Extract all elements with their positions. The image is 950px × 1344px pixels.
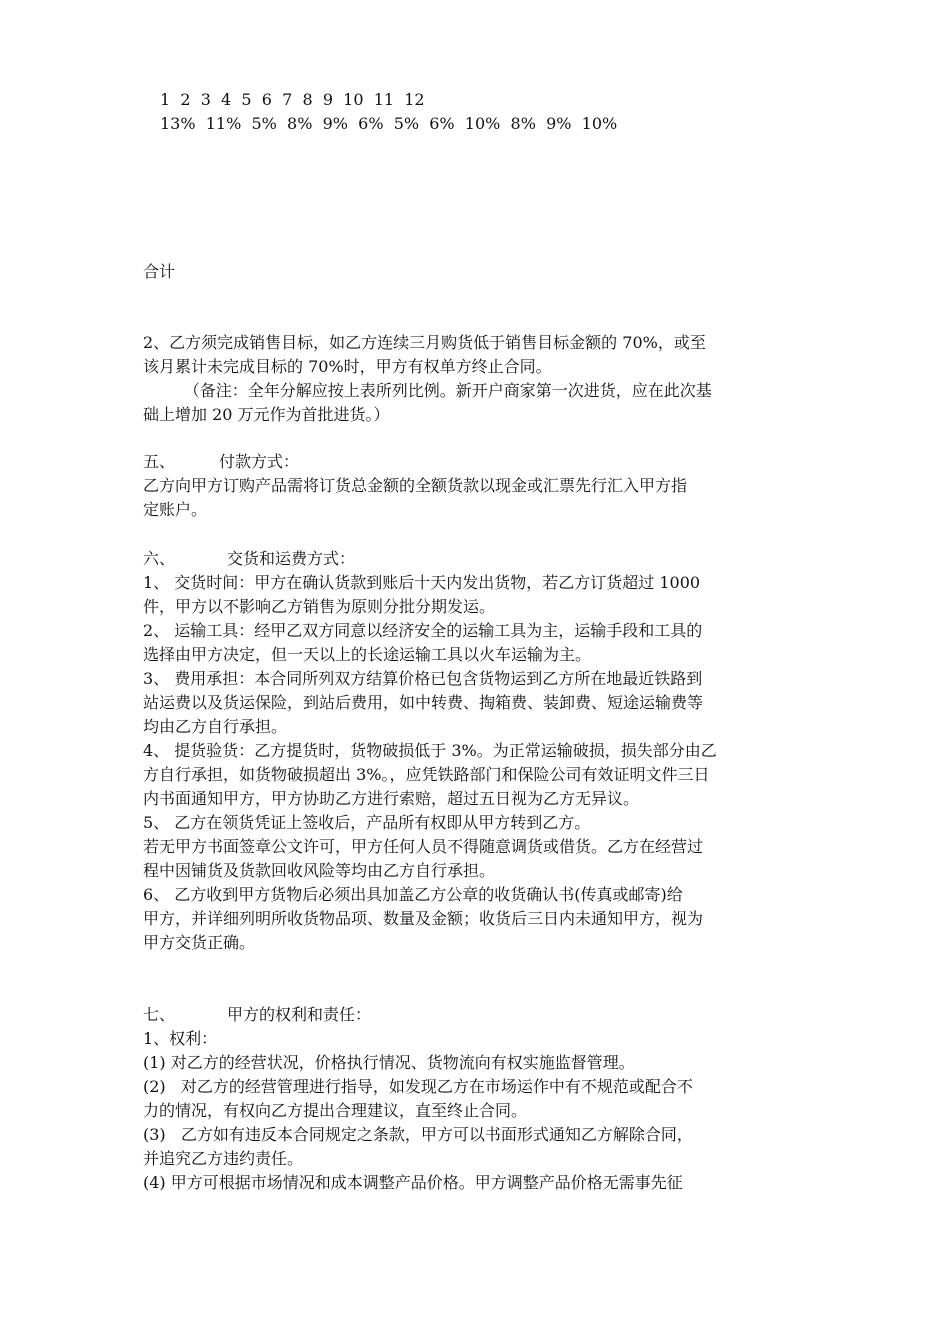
text-line: 5、 乙方在领货凭证上签收后，产品所有权即从甲方转到乙方。 (143, 813, 591, 832)
text-line: 若无甲方书面签章公文许可，甲方任何人员不得随意调货或借货。乙方在经营过 (143, 837, 704, 856)
text-line: 选择由甲方决定，但一天以上的长途运输工具以火车运输为主。 (143, 645, 592, 664)
text-line: (2) 对乙方的经营管理进行指导，如发现乙方在市场运作中有不规范或配合不 (143, 1077, 693, 1096)
text-line: (4) 甲方可根据市场情况和成本调整产品价格。甲方调整产品价格无需事先征 (143, 1173, 683, 1192)
text-line: 内书面通知甲方，甲方协助乙方进行索赔，超过五日视为乙方无异议。 (143, 789, 640, 808)
section-title: 付款方式： (219, 452, 300, 471)
percent-row: 13% 11% 5% 8% 9% 6% 5% 6% 10% 8% 9% 10% (160, 114, 618, 133)
text-line: 乙方向甲方订购产品需将订货总金额的全额货款以现金或汇票先行汇入甲方指 (143, 476, 688, 495)
text-line: 定账户。 (143, 500, 208, 519)
section-heading (143, 547, 833, 571)
text-line: 甲方，并详细列明所收货物品项、数量及金额；收货后三日内未通知甲方，视为 (143, 909, 704, 928)
text-line: (1) 对乙方的经营状况，价格执行情况、货物流向有权实施监督管理。 (143, 1053, 635, 1072)
text-line: 甲方交货正确。 (143, 933, 256, 952)
text-line: 3、 费用承担：本合同所列双方结算价格已包含货物运到乙方所在地最近铁路到 (143, 669, 703, 688)
text-line: 该月累计未完成目标的 70%时，甲方有权单方终止合同。 (143, 357, 552, 376)
clause-sales-target (143, 331, 833, 427)
text-line: 1、权利： (143, 1029, 218, 1048)
section-title: 甲方的权利和责任： (227, 1005, 372, 1024)
text-line: 1、 交货时间：甲方在确认货款到账后十天内发出货物，若乙方订货超过 1000 (143, 573, 701, 592)
text-line: 4、 提货验货：乙方提货时，货物破损低于 3%。为正常运输破损，损失部分由乙 (143, 741, 717, 760)
section-heading (143, 450, 833, 474)
text-line: 方自行承担，如货物破损超出 3%。，应凭铁路部门和保险公司有效证明文件三日 (143, 765, 710, 784)
section-title: 交货和运费方式： (227, 549, 356, 568)
text-line: 均由乙方自行承担。 (143, 717, 288, 736)
text-line: 并追究乙方违约责任。 (143, 1149, 304, 1168)
section-number: 六、 (143, 549, 176, 568)
text-line: 2、乙方须完成销售目标，如乙方连续三月购货低于销售目标金额的 70%，或至 (143, 333, 706, 352)
section-heading (143, 1003, 833, 1027)
text-line: 程中因铺货及货款回收风险等均由乙方自行承担。 (143, 861, 496, 880)
total-label: 合计 (143, 262, 176, 281)
section-number: 五、 (143, 452, 176, 471)
text-line: 站运费以及货运保险，到站后费用，如中转费、掏箱费、装卸费、短途运输费等 (143, 693, 704, 712)
text-line: 件，甲方以不影响乙方销售为原则分批分期发运。 (143, 597, 496, 616)
section-delivery (143, 547, 833, 955)
section-number: 七、 (143, 1005, 176, 1024)
text-line: (3) 乙方如有违反本合同规定之条款，甲方可以书面形式通知乙方解除合同， (143, 1125, 693, 1144)
section-payment (143, 450, 833, 522)
months-row: 1 2 3 4 5 6 7 8 9 10 11 12 (160, 90, 425, 109)
text-line: （备注：全年分解应按上表所列比例。新开户商家第一次进货，应在此次基 (143, 381, 712, 400)
section-party-a-rights (143, 1003, 833, 1195)
text-line: 2、 运输工具：经甲乙双方同意以经济安全的运输工具为主，运输手段和工具的 (143, 621, 703, 640)
text-line: 力的情况，有权向乙方提出合理建议，直至终止合同。 (143, 1101, 528, 1120)
text-line: 6、 乙方收到甲方货物后必须出具加盖乙方公章的收货确认书(传真或邮寄)给 (143, 885, 683, 904)
text-line: 础上增加 20 万元作为首批进货。） (143, 405, 390, 424)
